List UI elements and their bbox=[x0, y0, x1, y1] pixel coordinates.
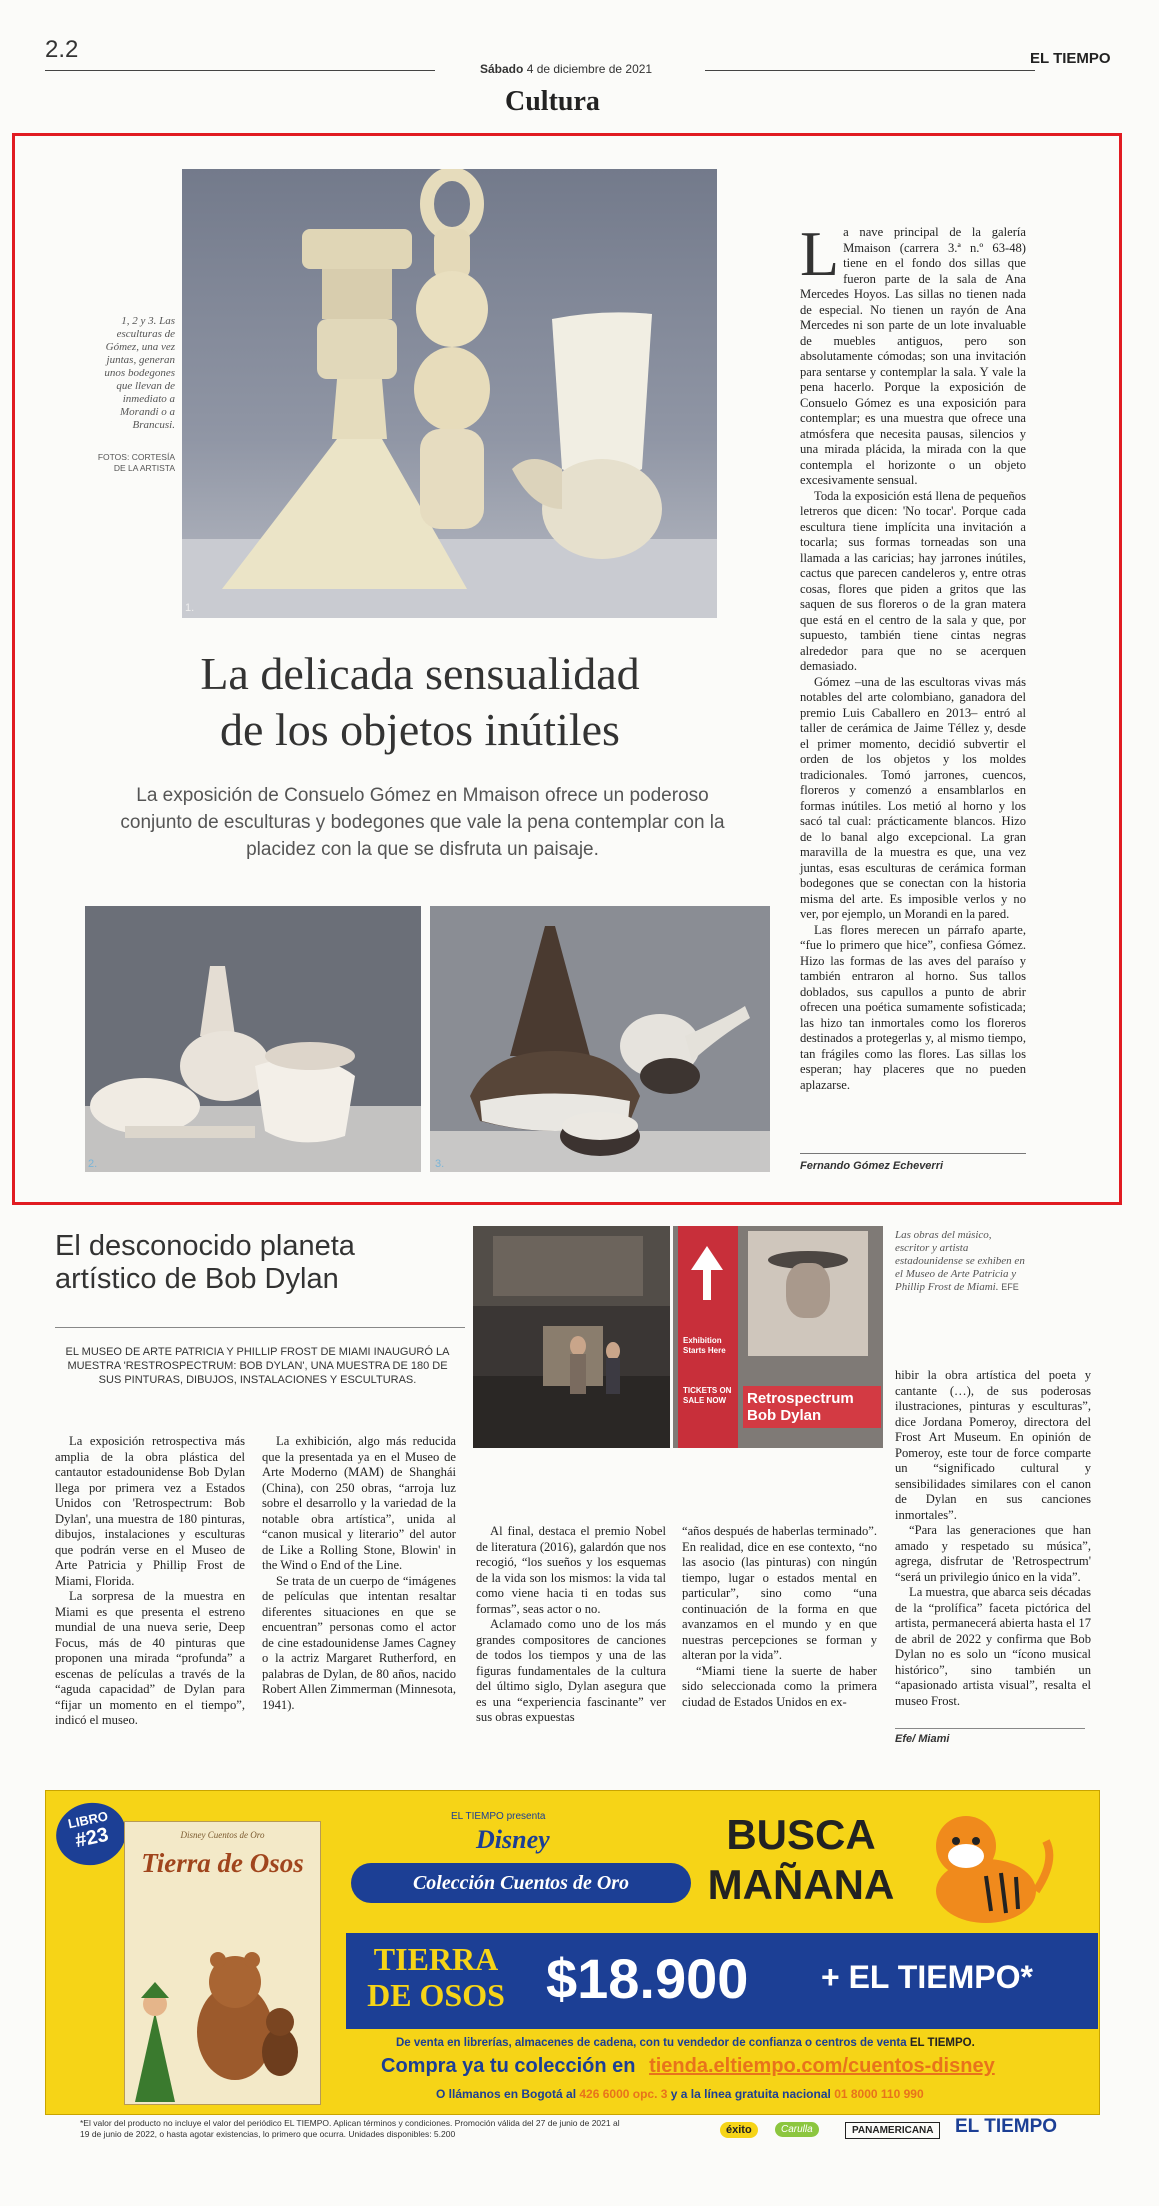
phone-text-2: y a la línea gratuita nacional bbox=[670, 2087, 831, 2101]
badge-line-1: LIBRO bbox=[66, 1808, 110, 1832]
compra-label: Compra ya tu colección en bbox=[381, 2055, 636, 2077]
dylan-col4-p2: “Miami tiene la suerte de haber sido seleccionada como la primera ciudad de Estados Unidos en ex- bbox=[682, 1663, 877, 1709]
dylan-headline bbox=[55, 1230, 425, 1296]
dylan-summary: EL MUSEO DE ARTE PATRICIA Y PHILLIP FROST DE MIAMI INAUGURÓ LA MUESTRA 'RESTROSPECTRUM: BOB DYLAN', UNA MUESTRA DE 180 DE SUS PINTURAS, DIBUJOS, INSTALACIONES Y ESCULTURAS. bbox=[65, 1346, 450, 1386]
sculpture-photo-2 bbox=[85, 906, 421, 1172]
presenter-text: EL TIEMPO presenta bbox=[451, 1811, 546, 1822]
dylan-col-2 bbox=[262, 1434, 456, 1713]
logo-panamericana: PANAMERICANA bbox=[845, 2122, 940, 2139]
dylan-col-3 bbox=[476, 1524, 666, 1726]
phone-text: O llámanos en Bogotá al bbox=[436, 2087, 577, 2101]
book-series: Disney Cuentos de Oro bbox=[180, 1830, 265, 1840]
body-paragraph-4: Las flores merecen un párrafo aparte, “fue lo primero que hice”, confiesa Gómez. Hizo las formas de las aves del paraíso y también entraron al horno. Sus tallos doblados, sus capullos a punto de abrir ofrecen una poética sumamente sofisticada; las hizo tan inmortales como los floreros destinados a protegerlas y, al mismo tiempo, tan frágiles como las flores. Las sillas los esperan; hay placeres que no pueden aplazarse. bbox=[800, 922, 1026, 1092]
sculpture-photo-1 bbox=[182, 169, 717, 618]
venta-line bbox=[396, 2037, 1086, 2049]
headline-line-1: La delicada sensualidad bbox=[200, 648, 640, 699]
price-value: $18.900 bbox=[546, 1947, 749, 2010]
face-shape bbox=[786, 1263, 830, 1318]
disney-logo: Disney bbox=[476, 1825, 550, 1854]
dylan-col1-p2: La sorpresa de la muestra en Miami es que presenta el estreno mundial de una nueva serie, Deep Focus, más de 40 pinturas que proponen una mirada “profunda” a escenas de películas a través de la “aguda capacidad” de Dylan para “fijar un momento en el tiempo”, indicó el museo. bbox=[55, 1589, 245, 1727]
sculpture-photo-1-art bbox=[182, 169, 717, 618]
body-paragraph-3: Gómez –una de las escultoras vivas más notables del arte colombiano, ganadora del premio Luis Caballero en 2013– entró al taller de cerámica de Jaime Téllez y, desde el primer momento, decidió subvertir el orden de los objetos y los moldes tradicionales. Tomó jarrones, cuencos, floreros y comenzó a ensamblarlos en formas inútiles. Los metió al horno y los sacó tal cual: prácticamente blancos. Hizo de lo banal algo excepcional. La gran maravilla de la muestra es que, una vez juntas, esas esculturas de cerámica forman bodegones que se conectan con la historia misma del arte. Es imposible verlos y no ver, por ejemplo, un Morandi en la pared. bbox=[800, 674, 1026, 921]
ad-banner[interactable] bbox=[45, 1790, 1100, 2115]
headline-line-2: de los objetos inútiles bbox=[220, 704, 620, 755]
sculpture-photo-3 bbox=[430, 906, 770, 1172]
busca-text: BUSCA bbox=[726, 1811, 876, 1858]
photo-2-number: 2. bbox=[88, 1158, 98, 1170]
article-body bbox=[800, 218, 1026, 1093]
phone-line bbox=[436, 2087, 924, 2101]
phone-number[interactable]: 426 6000 opc. 3 bbox=[579, 2087, 668, 2101]
dylan-col5-p2: “Para las generaciones que han amado y respetado su música”, agrega, disfrutar de 'Retrospectrum' “será un privilegio único en la vida”. bbox=[895, 1523, 1091, 1584]
book-badge bbox=[50, 1796, 131, 1871]
page-number: 2.2 bbox=[45, 36, 79, 63]
masthead-rule-left bbox=[45, 70, 435, 71]
photo-3-number: 3. bbox=[435, 1158, 445, 1170]
dylan-col-1 bbox=[55, 1434, 245, 1729]
dylan-col2-p1: La exhibición, algo más reducida que la presentada ya en el Museo de Arte Moderno (MAM) de Shanghái (China), con 250 obras, “arroja luz sobre el desarrollo y la variedad de la notable obra artística”, unida al “canon musical y literario” del autor de Like a Rolling Stone, Blowin' in the Wind o End of the Line. bbox=[262, 1434, 456, 1572]
badge-line-2: #23 bbox=[73, 1823, 111, 1853]
up-arrow-shaft bbox=[703, 1270, 711, 1300]
dylan-col3-p1: Al final, destaca el premio Nobel de literatura (2016), galardón que nos recogió, “los sueños y los esquemas de la vida son los mismos: la vida tal como viene hacia ti en todas sus formas”, seas actor o no. bbox=[476, 1524, 666, 1616]
photo-1-number: 1. bbox=[185, 602, 195, 614]
venta-text: De venta en librerías, almacenes de cadena, con tu vendedor de confianza o centros de venta bbox=[396, 2037, 907, 2049]
museum-hall-photo-art bbox=[473, 1226, 670, 1448]
paper-name: EL TIEMPO bbox=[1030, 50, 1111, 67]
book-title: Tierra de Osos bbox=[141, 1848, 304, 1878]
dylan-headline-line-2: artístico de Bob Dylan bbox=[55, 1263, 339, 1295]
manana-text: MAÑANA bbox=[707, 1861, 895, 1908]
article-headline bbox=[60, 646, 780, 758]
up-arrow-icon bbox=[691, 1246, 723, 1270]
dylan-col1-p1: La exposición retrospectiva más amplia de la obra plástica del cantautor estadounidense Bob Dylan llega por primera vez a Estados Unidos con 'Retrospectrum: Bob Dylan', una muestra de 180 pinturas, dibujos, instalaciones y esculturas que podrán verse en el Museo de Arte Patricia y Phillip Frost de Miami, Florida. bbox=[55, 1434, 245, 1588]
article-byline: Fernando Gómez Echeverri bbox=[800, 1160, 944, 1172]
byline-rule bbox=[800, 1153, 1026, 1154]
dylan-banner-photo bbox=[673, 1226, 883, 1448]
photo-caption: 1, 2 y 3. Las esculturas de Gómez, una vez juntas, generan unos bodegones que llevan de inmediato a Morandi o a Brancusi. bbox=[104, 315, 175, 431]
dylan-col5-p1: hibir la obra artística del poeta y cantante (…), de sus poderosas ilustraciones, pinturas y esculturas”, dice Jordana Pomeroy, directora del Frost Art Museum. En opinión de Pomeroy, este tour de force comparte un “significado cultural y sensibilidades similares con el canon de Dylan en sus canciones inmortales”. bbox=[895, 1368, 1091, 1522]
body-paragraph-2: Toda la exposición está llena de pequeños letreros que dicen: 'No tocar'. Porque cada escultura tiene implícita una invitación a tocarla; sus formas torneadas son una llamada a las caricias; hay jarrones inútiles, cactus que parecen candeleros y, entre otras cosas, flores que piden a gritos que las saquen de sus floreros o de la gran matera que está en el centro de la sala y que, por supuesto, también tiene cintas negras alrededor para que no se acerquen demasiado. bbox=[800, 488, 1026, 673]
dylan-byline: Efe/ Miami bbox=[895, 1733, 950, 1745]
date-day: Sábado bbox=[480, 62, 524, 76]
dylan-photo-caption bbox=[895, 1229, 1025, 1294]
tiger-illustration bbox=[906, 1801, 1056, 1931]
date-rest: 4 de diciembre de 2021 bbox=[526, 62, 653, 76]
dylan-headline-rule bbox=[55, 1327, 465, 1328]
dylan-col4-p1: “años después de haberlas terminado”. En realidad, dice en ese contexto, “no las asocio (las pinturas) con ningún tiempo, lugar o estados mental en particular”, sino como “una continuación de la forma en que avanzamos en el mundo y en que nuestras percepciones se forman y alteran por la vida”. bbox=[682, 1524, 877, 1662]
product-name bbox=[361, 1941, 511, 2013]
book-cover bbox=[124, 1821, 321, 2105]
photo-caption-credit: FOTOS: CORTESÍA DE LA ARTISTA bbox=[97, 452, 175, 473]
venta-bold: EL TIEMPO. bbox=[909, 2037, 975, 2049]
logo-carulla: Carulla bbox=[775, 2122, 819, 2137]
masthead-rule-right bbox=[705, 70, 1035, 71]
dylan-headline-line-1: El desconocido planeta bbox=[55, 1230, 355, 1262]
dylan-byline-rule bbox=[895, 1728, 1085, 1729]
sculpture-photo-3-art bbox=[430, 906, 770, 1172]
dylan-col3-p2: Aclamado como uno de los más grandes compositores de canciones de todos los tiempos y una de las figuras fundamentales de la cultura del último siglo, Dylan asegura que es una “experiencia fascinante” ver sus obras expuestas bbox=[476, 1617, 666, 1724]
dylan-col2-p2: Se trata de un cuerpo de “imágenes de películas que intentan resaltar diferentes situaciones en que se encuentran” personas como el actor de cine estadounidense James Cagney o la actriz Margaret Rutherford, en palabras de Dylan, de 80 años, nacido Robert Allen Zimmerman (Minnesota, 1941). bbox=[262, 1573, 456, 1712]
logo-eltiempo: EL TIEMPO bbox=[955, 2116, 1058, 2137]
section-title: Cultura bbox=[505, 86, 600, 117]
store-link[interactable]: tienda.eltiempo.com/cuentos-disney bbox=[649, 2055, 995, 2077]
dylan-col-4 bbox=[682, 1524, 877, 1710]
dylan-col-5 bbox=[895, 1368, 1091, 1709]
collection-ribbon: Colección Cuentos de Oro bbox=[351, 1863, 691, 1903]
banner-title: Retrospectrum Bob Dylan bbox=[743, 1386, 881, 1428]
dylan-caption-text: Las obras del músico, escritor y artista estadounidense se exhiben en el Museo de Arte Patricia y Phillip Frost de Miami. bbox=[895, 1229, 1025, 1293]
book-illustration bbox=[125, 1892, 320, 2102]
sign-exhibition: Exhibition Starts Here bbox=[683, 1336, 726, 1355]
article-dek: La exposición de Consuelo Gómez en Mmaison ofrece un poderoso conjunto de esculturas y bodegones que vale la pena contemplar con la placidez con la que se disfruta un paisaje. bbox=[120, 785, 725, 860]
body-paragraph-1: a nave principal de la galería Mmaison (carrera 3.ª n.º 63-48) tiene en el fondo dos sillas que fueron parte de la sala de Ana Mercedes Hoyos. Las sillas no tienen nada de especial. No tienen un rayón de Ana Mercedes ni son parte de un lote invaluable de muebles antiguos, pero son absolutamente cómodas; son una invitación para sentarse y contemplar la sala. Y vale la pena hacerlo. Porque la exposición de Consuelo Gómez es una exposición para contemplar; es una muestra que ofrece una atmósfera que necesita pausas, silencios y una mirada plácida, la mirada con la que contempla el horizonte o un objeto excesivamente sensual. bbox=[800, 225, 1026, 487]
phone-free[interactable]: 01 8000 110 990 bbox=[834, 2087, 924, 2101]
dylan-portrait bbox=[748, 1231, 868, 1356]
price-suffix: + EL TIEMPO* bbox=[821, 1959, 1033, 1995]
dropcap: L bbox=[800, 218, 840, 289]
sign-tickets: TICKETS ON SALE NOW bbox=[683, 1386, 732, 1405]
ad-fineprint: *El valor del producto no incluye el valor del periódico EL TIEMPO. Aplican términos y condiciones. Promoción válida del 27 de junio de 2021 al 19 de junio de 2022, o hasta agotar existencias, lo primero que ocurra. Unidades disponibles: 5.200 bbox=[80, 2118, 620, 2139]
compra-line bbox=[381, 2055, 995, 2078]
dylan-col5-p3: La muestra, que abarca seis décadas de la “prolífica” faceta pictórica del artista, permanecerá abierta hasta el 17 de abril de 2022 y confirma que Bob Dylan no es solo un “ícono musical histórico”, sino también un “apasionado artista visual”, resalta el museo Frost. bbox=[895, 1585, 1091, 1708]
dylan-caption-credit: EFE bbox=[1001, 1282, 1019, 1292]
museum-hall-photo bbox=[473, 1226, 670, 1448]
sculpture-photo-2-art bbox=[85, 906, 421, 1172]
masthead-date bbox=[480, 62, 652, 76]
product-name-text: TIERRA DE OSOS bbox=[367, 1941, 505, 2013]
logo-exito: éxito bbox=[720, 2122, 758, 2138]
